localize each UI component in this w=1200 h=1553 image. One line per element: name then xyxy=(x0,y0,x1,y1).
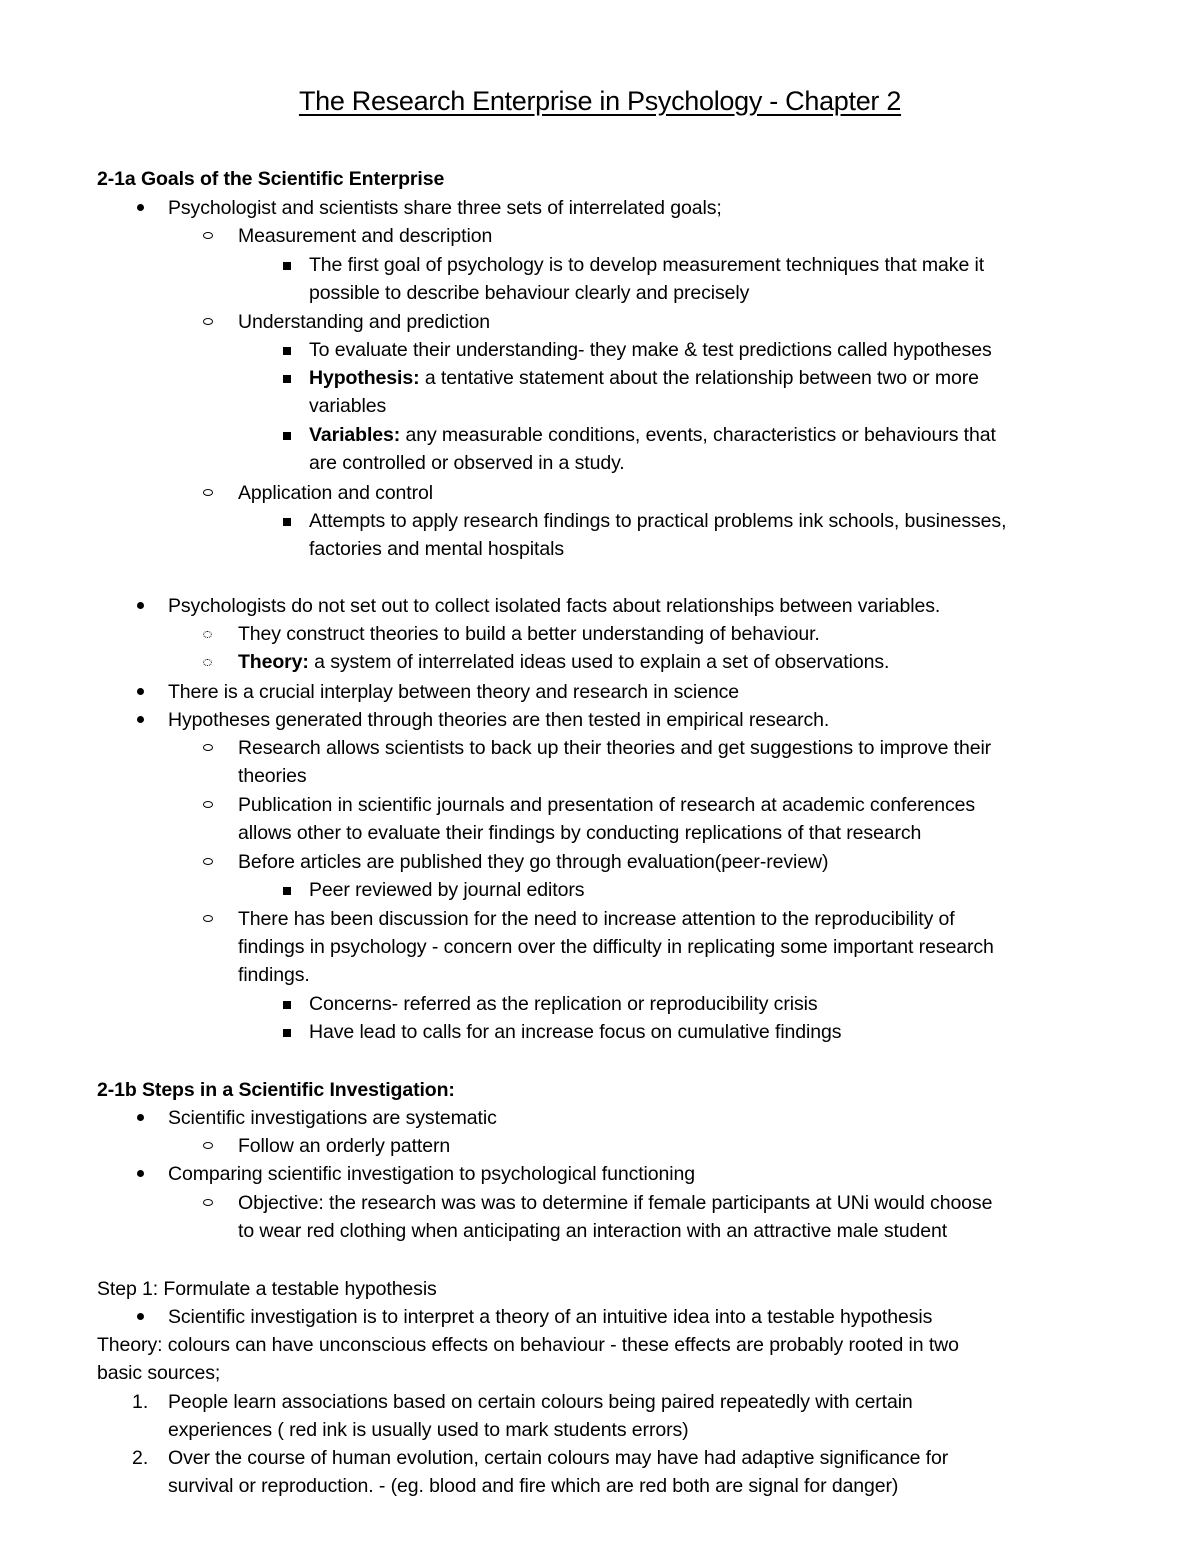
bullet-square xyxy=(283,1001,291,1009)
bullet-circle xyxy=(203,1199,213,1206)
list-number: 2. xyxy=(132,1447,149,1469)
bullet-square xyxy=(283,887,291,895)
bullet-disc xyxy=(137,688,144,695)
list-item: There has been discussion for the need to increase attention to the reproducibility of xyxy=(238,908,955,930)
list-item: To evaluate their understanding- they make & test predictions called hypotheses xyxy=(309,339,992,361)
paragraph-line: Theory: colours can have unconscious effects on behaviour - these effects are probably rooted in two xyxy=(97,1334,959,1356)
term-variables: Variables: xyxy=(309,424,401,446)
paragraph-line: basic sources; xyxy=(97,1362,221,1384)
bullet-circle xyxy=(203,1142,213,1149)
list-item: Measurement and description xyxy=(238,225,493,247)
list-item-continuation: variables xyxy=(309,395,387,417)
bullet-circle xyxy=(203,858,213,865)
bullet-disc xyxy=(137,1114,144,1121)
list-item-continuation: findings in psychology - concern over the difficulty in replicating some important research xyxy=(238,936,994,958)
bullet-square xyxy=(283,518,291,526)
list-item: There is a crucial interplay between theory and research in science xyxy=(168,681,740,703)
list-item-definition-hypothesis xyxy=(309,364,979,392)
bullet-circle xyxy=(203,489,213,496)
bullet-circle xyxy=(203,915,213,922)
list-item: Objective: the research was was to determine if female participants at UNi would choose xyxy=(238,1192,993,1214)
step-heading: Step 1: Formulate a testable hypothesis xyxy=(97,1278,437,1300)
list-item-continuation: to wear red clothing when anticipating an interaction with an attractive male student xyxy=(238,1220,948,1242)
definition-text: a tentative statement about the relationship between two or more xyxy=(419,367,979,389)
list-item: Hypotheses generated through theories are then tested in empirical research. xyxy=(168,709,830,731)
list-item-definition-theory xyxy=(238,648,889,676)
bullet-square xyxy=(283,1029,291,1037)
list-item: Concerns- referred as the replication or reproducibility crisis xyxy=(309,993,818,1015)
list-item: Publication in scientific journals and presentation of research at academic conferences xyxy=(238,794,976,816)
list-number: 1. xyxy=(132,1391,149,1413)
bullet-disc xyxy=(137,204,144,211)
list-item-continuation: allows other to evaluate their findings by conducting replications of that research xyxy=(238,822,922,844)
list-item: Attempts to apply research findings to practical problems ink schools, businesses, xyxy=(309,510,1007,532)
term-theory: Theory: xyxy=(238,651,309,673)
list-item: Psychologists do not set out to collect isolated facts about relationships between variables. xyxy=(168,595,941,617)
list-item: Understanding and prediction xyxy=(238,311,490,333)
numbered-item: People learn associations based on certain colours being paired repeatedly with certain xyxy=(168,1391,913,1413)
bullet-circle xyxy=(203,318,213,325)
list-item-continuation: findings. xyxy=(238,964,310,986)
page-title: The Research Enterprise in Psychology - Chapter 2 xyxy=(298,86,902,116)
bullet-disc xyxy=(137,1313,144,1320)
definition-text: any measurable conditions, events, characteristics or behaviours that xyxy=(400,424,996,446)
bullet-circle-dotted xyxy=(203,631,212,638)
list-item: Peer reviewed by journal editors xyxy=(309,879,585,901)
list-item-continuation: theories xyxy=(238,765,307,787)
list-item: Application and control xyxy=(238,482,433,504)
list-item: Before articles are published they go through evaluation(peer-review) xyxy=(238,851,829,873)
numbered-item-continuation: experiences ( red ink is usually used to mark students errors) xyxy=(168,1419,689,1441)
bullet-square xyxy=(283,432,291,440)
bullet-square xyxy=(283,375,291,383)
bullet-circle xyxy=(203,801,213,808)
bullet-square xyxy=(283,347,291,355)
bullet-square xyxy=(283,262,291,270)
bullet-circle xyxy=(203,232,213,239)
bullet-circle xyxy=(203,744,213,751)
bullet-disc xyxy=(137,1170,144,1177)
list-item-definition-variables xyxy=(309,421,996,449)
list-item: The first goal of psychology is to develop measurement techniques that make it xyxy=(309,254,985,276)
definition-text: a system of interrelated ideas used to explain a set of observations. xyxy=(308,651,890,673)
term-hypothesis: Hypothesis: xyxy=(309,367,420,389)
section-heading-steps: 2-1b Steps in a Scientific Investigation: xyxy=(97,1079,455,1101)
bullet-disc xyxy=(137,602,144,609)
list-item: Scientific investigations are systematic xyxy=(168,1107,497,1129)
list-item-continuation: are controlled or observed in a study. xyxy=(309,452,625,474)
bullet-circle-dotted xyxy=(203,659,212,666)
list-item: Have lead to calls for an increase focus on cumulative findings xyxy=(309,1021,842,1043)
list-item: Research allows scientists to back up their theories and get suggestions to improve their xyxy=(238,737,992,759)
bullet-disc xyxy=(137,716,144,723)
list-item-continuation: factories and mental hospitals xyxy=(309,538,564,560)
list-item: Psychologist and scientists share three sets of interrelated goals; xyxy=(168,197,722,219)
list-item: Scientific investigation is to interpret a theory of an intuitive idea into a testable hypothesis xyxy=(168,1306,933,1328)
list-item-continuation: possible to describe behaviour clearly and precisely xyxy=(309,282,750,304)
list-item: Comparing scientific investigation to psychological functioning xyxy=(168,1163,695,1185)
section-heading-goals: 2-1a Goals of the Scientific Enterprise xyxy=(97,168,445,190)
numbered-item-continuation: survival or reproduction. - (eg. blood and fire which are red both are signal for danger) xyxy=(168,1475,899,1497)
list-item: They construct theories to build a better understanding of behaviour. xyxy=(238,623,820,645)
list-item: Follow an orderly pattern xyxy=(238,1135,451,1157)
numbered-item: Over the course of human evolution, certain colours may have had adaptive significance for xyxy=(168,1447,949,1469)
